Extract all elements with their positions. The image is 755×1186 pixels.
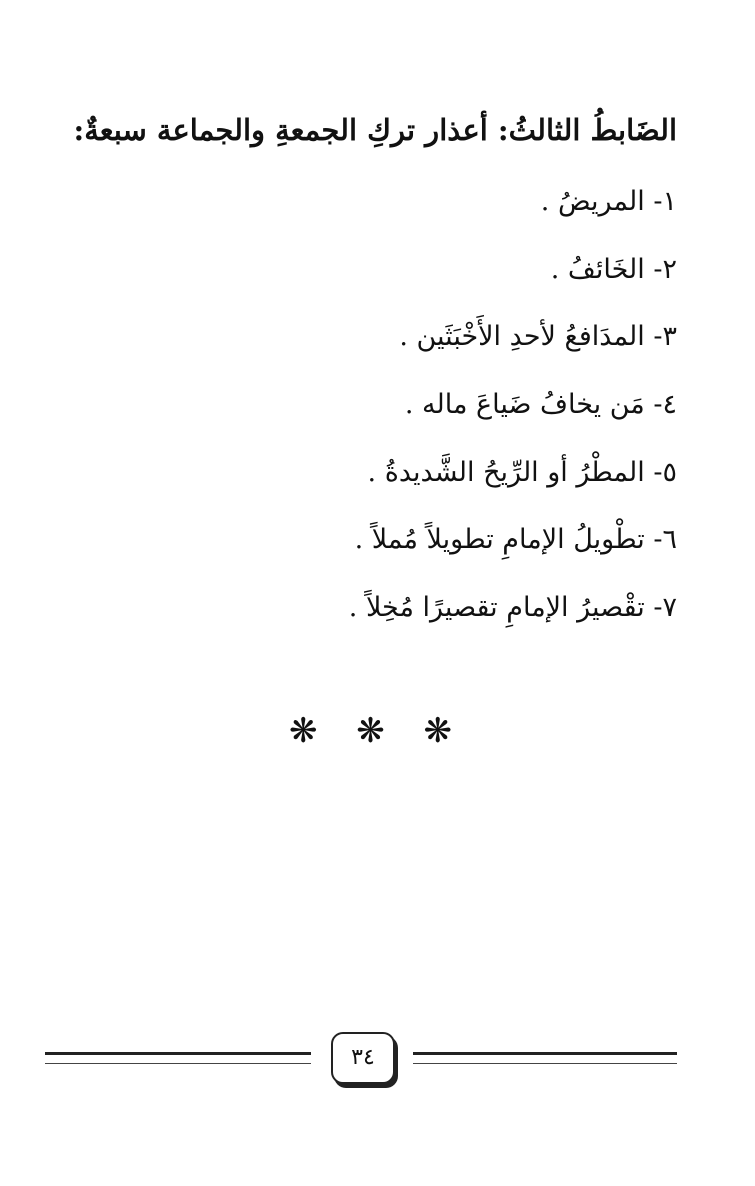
list-item: ٤- مَن يخافُ ضَياعَ ماله . — [404, 389, 677, 421]
section-separator-stars: ❋ ❋ ❋ — [288, 711, 467, 751]
list-item: ١- المريضُ . — [540, 186, 677, 217]
list-item: ٥- المطْرُ أو الرِّيحُ الشَّديدةُ . — [367, 456, 677, 488]
page-number: ٣٤ — [331, 1032, 395, 1084]
section-heading: الضَابطُ الثالثُ: أعذار تركِ الجمعةِ والجماعة سبعةٌ: — [73, 113, 677, 147]
excuses-list — [117, 182, 677, 656]
footer-rule-left — [45, 1052, 311, 1064]
footer-rule-right — [413, 1052, 677, 1064]
list-item: ٢- الخَائفُ . — [550, 253, 677, 285]
list-item: ٣- المدَافعُ لأحدِ الأَخْبَثَين . — [399, 321, 677, 353]
list-item: ٦- تطْويلُ الإمامِ تطويلاً مُملاً . — [354, 524, 677, 556]
list-item: ٧- تقْصيرُ الإمامِ تقصيرًا مُخِلاً . — [348, 592, 677, 624]
